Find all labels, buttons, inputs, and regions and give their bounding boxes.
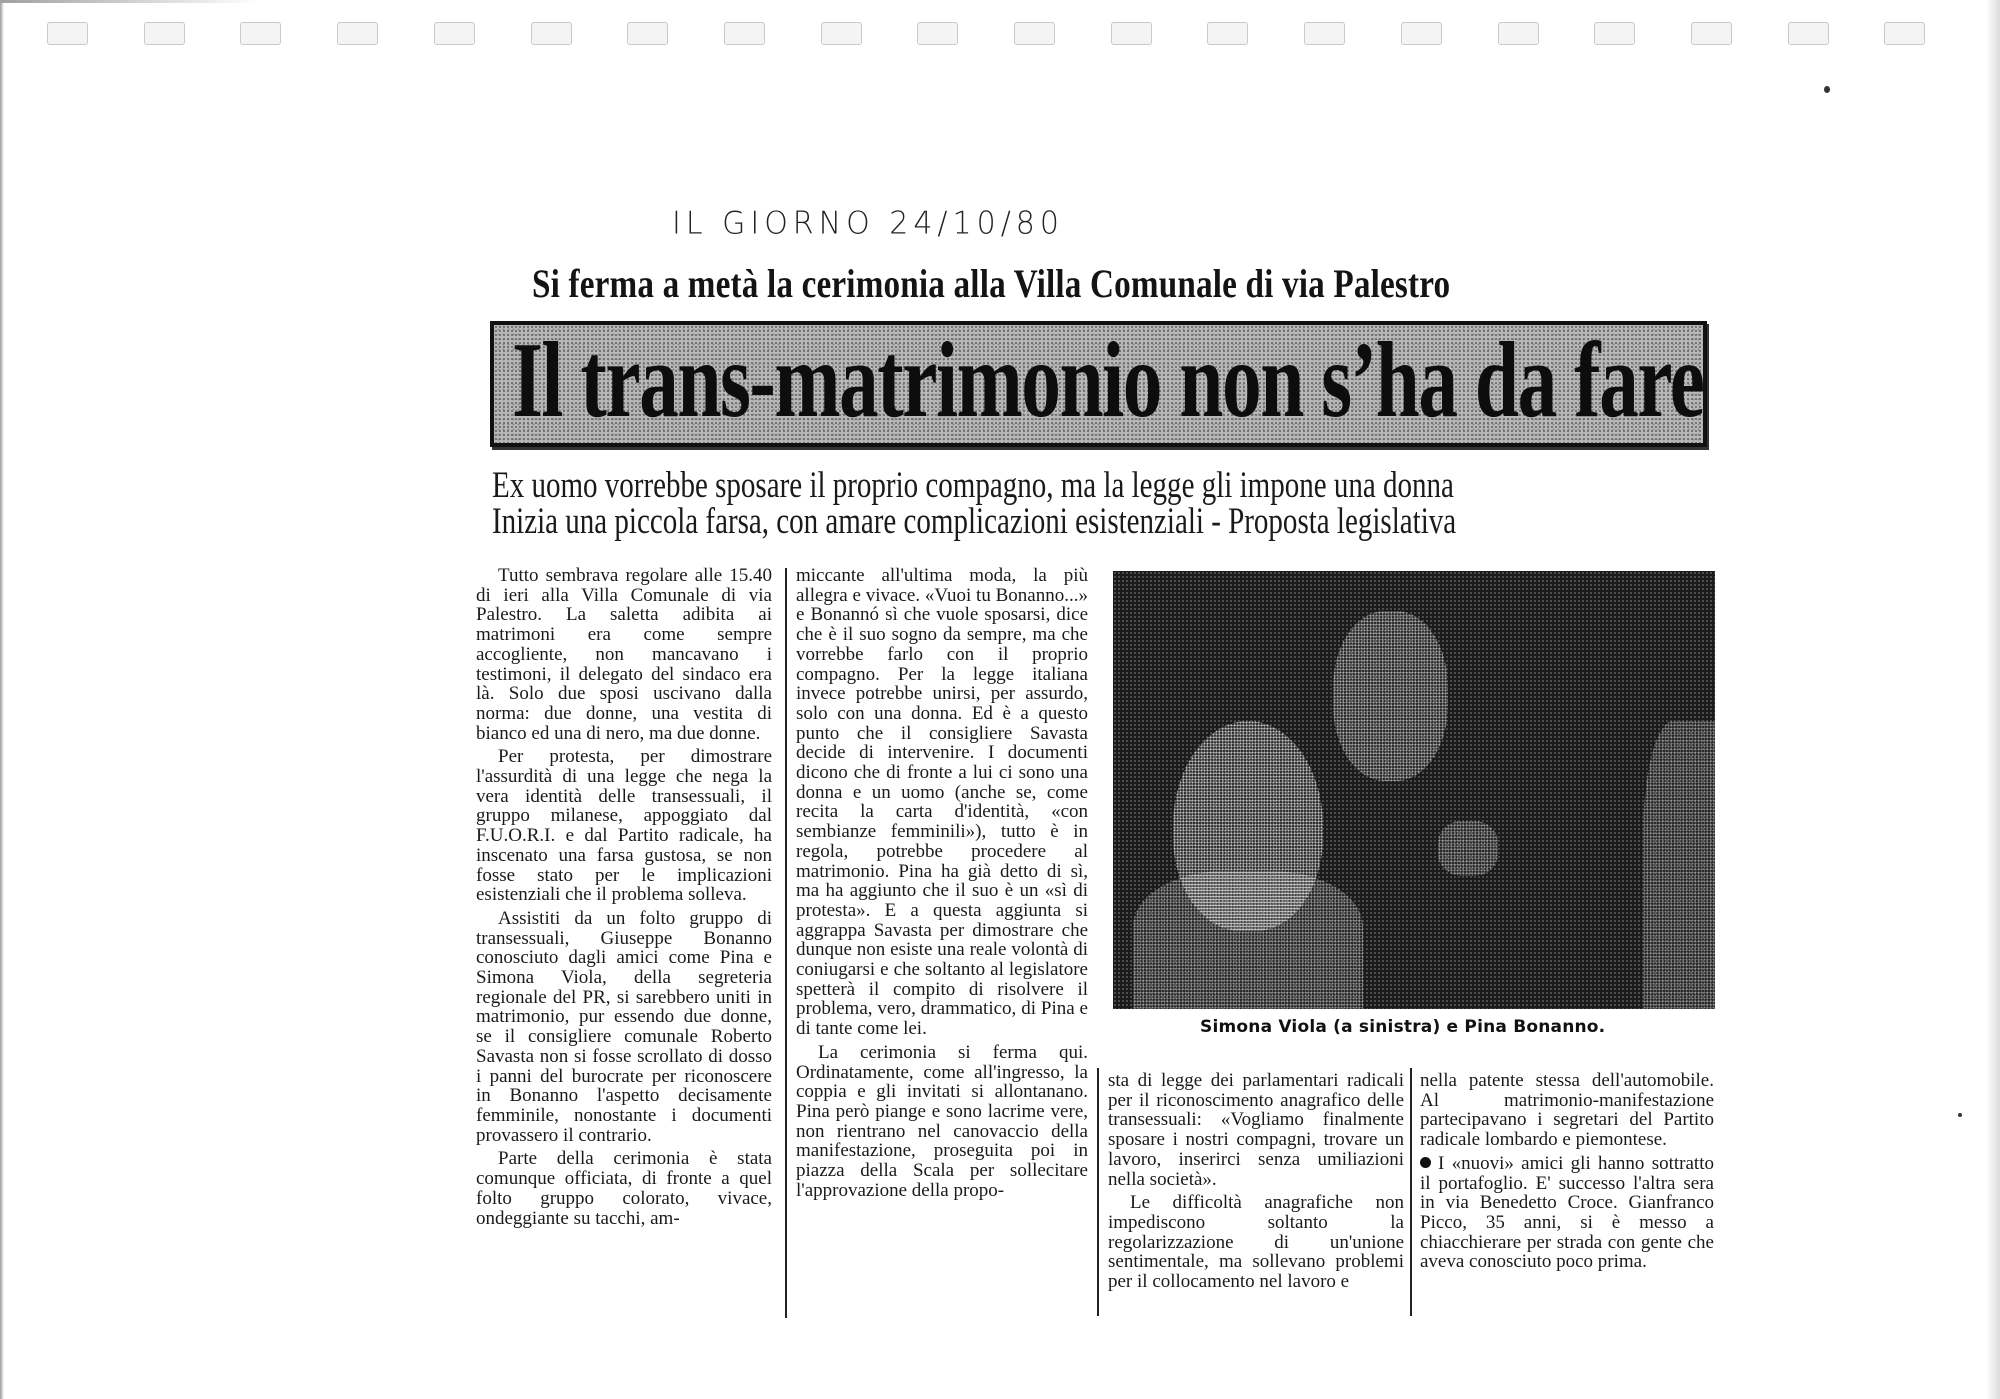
column-rule: [1410, 1068, 1412, 1316]
binder-hole: [1304, 22, 1345, 45]
photo-figure-left-shoulder: [1133, 871, 1363, 1009]
kicker-headline: Si ferma a metà la cerimonia alla Villa Comunale di via Palestro: [532, 261, 1451, 306]
scan-speck: [1958, 1113, 1962, 1117]
deck-line: Inizia una piccola farsa, con amare complicazioni esistenziali - Proposta legislativa: [492, 501, 1457, 542]
bullet-icon: [1420, 1157, 1431, 1168]
binder-hole: [337, 22, 378, 45]
source-tag-handwritten: IL GIORNO 24/10/80: [672, 205, 1064, 242]
article-paragraph: [1420, 1154, 1714, 1272]
binder-hole: [1498, 22, 1539, 45]
binder-hole: [1401, 22, 1442, 45]
binder-hole: [47, 22, 88, 45]
binder-hole: [1014, 22, 1055, 45]
article-column-4: [1420, 1071, 1714, 1272]
article-paragraph: [1420, 1071, 1714, 1150]
article-paragraph: [1108, 1071, 1404, 1189]
scan-top-edge: [0, 0, 260, 3]
binder-hole: [1691, 22, 1732, 45]
photo-figure-right: [1643, 721, 1715, 1009]
main-headline: Il trans-matrimonio non s’ha da fare: [512, 321, 1704, 440]
binder-hole: [1111, 22, 1152, 45]
article-paragraph: [476, 747, 772, 905]
headline-box: [490, 321, 1707, 447]
scan-left-edge: [0, 0, 4, 1399]
article-column-2: [796, 566, 1088, 1201]
article-paragraph: [476, 1149, 772, 1228]
deck-line: Ex uomo vorrebbe sposare il proprio compagno, ma la legge gli impone una donna: [492, 465, 1454, 506]
binder-hole: [1594, 22, 1635, 45]
scan-speck: [1824, 86, 1830, 93]
photo-caption: Simona Viola (a sinistra) e Pina Bonanno.: [1200, 1017, 1606, 1037]
binder-hole: [724, 22, 765, 45]
column-rule: [785, 568, 787, 1318]
paragraph-text: nella patente stessa dell'automobile. Al matrimonio-manifestazione partecipavano i segretari del Partito radicale lombardo e piemontese.: [1420, 1070, 1714, 1151]
paragraph-text: Assistiti da un folto gruppo di transessuali, Giuseppe Bonanno conosciuto dagli amici come Pina e Simona Viola, della segreteria regionale del PR, si sarebbero uniti in matrimonio, pur essendo due donne, se il consigliere comunale Roberto Savasta non si fosse scrollato di dosso i panni del burocrate per riconoscere in Bonanno l'aspetto decisamente femminile, nonostante i documenti provassero il contrario.: [476, 907, 772, 1146]
photo-figure-center-face: [1333, 611, 1448, 781]
binder-hole: [627, 22, 668, 45]
paragraph-text: sta di legge dei parlamentari radicali per il riconoscimento anagrafico delle transessuali: «Vogliamo finalmente sposare i nostri compagni, trovare un lavoro, inserirci senza umiliazioni nella società».: [1108, 1070, 1404, 1190]
binder-hole: [434, 22, 475, 45]
article-paragraph: [1108, 1193, 1404, 1292]
article-column-3: [1108, 1071, 1404, 1292]
paragraph-text: La cerimonia si ferma qui. Ordinatamente, come all'ingresso, la coppia e gli invitati si allontanano. Pina però piange e sono lacrime vere, non rientrano nel canovaccio della manifestazione, proseguita poi in piazza della Scala per sollecitare l'approvazione della propo-: [796, 1041, 1088, 1201]
article-paragraph: [476, 909, 772, 1145]
news-photo: [1113, 571, 1715, 1009]
binder-hole: [821, 22, 862, 45]
binder-hole: [917, 22, 958, 45]
binder-hole: [1788, 22, 1829, 45]
column-rule: [1097, 1068, 1099, 1316]
scan-right-edge: [1986, 0, 2000, 1399]
paragraph-text: I «nuovi» amici gli hanno sottratto il portafoglio. E' successo l'altra sera in via Benedetto Croce. Gianfranco Picco, 35 anni, si è messo a chiacchierare per strada con gente che aveva conosciuto poco prima.: [1420, 1152, 1714, 1273]
binder-hole: [240, 22, 281, 45]
binder-hole: [531, 22, 572, 45]
article-paragraph: [796, 566, 1088, 1039]
deck-subheadline: [492, 465, 1715, 542]
paragraph-text: Le difficoltà anagrafiche non impediscono soltanto la regolarizzazione di un'unione sentimentale, ma sollevano problemi per il collocamento nel lavoro e: [1108, 1192, 1404, 1293]
paragraph-text: Per protesta, per dimostrare l'assurdità di una legge che nega la vera identità delle transessuali, il gruppo milanese, appoggiato dal F.U.O.R.I. e dal Partito radicale, ha inscenato una farsa gustosa, se non fosse stato per le implicazioni esistenziali che il problema solleva.: [476, 746, 772, 906]
binder-hole: [1207, 22, 1248, 45]
binder-hole: [144, 22, 185, 45]
paragraph-text: Tutto sembrava regolare alle 15.40 di ieri alla Villa Comunale di via Palestro. La saletta adibita ai matrimoni era come sempre accogliente, non mancavano i testimoni, il delegato del sindaco era là. Solo due sposi uscivano dalla norma: due donne, una vestita di bianco ed una di nero, ma due donne.: [476, 565, 772, 744]
paragraph-text: miccante all'ultima moda, la più allegra e vivace. «Vuoi tu Bonanno...» e Bonannó sì che vuole sposarsi, dice che è il suo sogno da sempre, ma che vorrebbe farlo con il proprio compagno. Per la legge italiana invece potrebbe unirsi, per assurdo, solo con una donna. Ed è a questo punto che il consigliere Savasta decide di intervenire. I documenti dicono che di fronte a lui ci sono una donna e un uomo (anche se, come recita la carta d'identità, «con sembianze femminili»), tutto è in regola, potrebbe procedere al matrimonio. Pina ha già detto di sì, ma ha aggiunto che il suo è un «sì di protesta». E a questa aggiunta si aggrappa Savasta per dimostrare che dunque non esiste una reale volontà di coniugarsi e che soltanto al legislatore spetterà il compito di risolvere il problema, vero, drammatico, di Pina e di tante come lei.: [796, 565, 1088, 1040]
article-column-1: [476, 566, 772, 1228]
article-paragraph: [796, 1043, 1088, 1201]
binder-hole: [1884, 22, 1925, 45]
paragraph-text: Parte della cerimonia è stata comunque officiata, di fronte a quel folto gruppo colorato, vivace, ondeggiante su tacchi, am-: [476, 1148, 772, 1229]
article-paragraph: [476, 566, 772, 743]
photo-flower-corsage: [1438, 821, 1498, 876]
